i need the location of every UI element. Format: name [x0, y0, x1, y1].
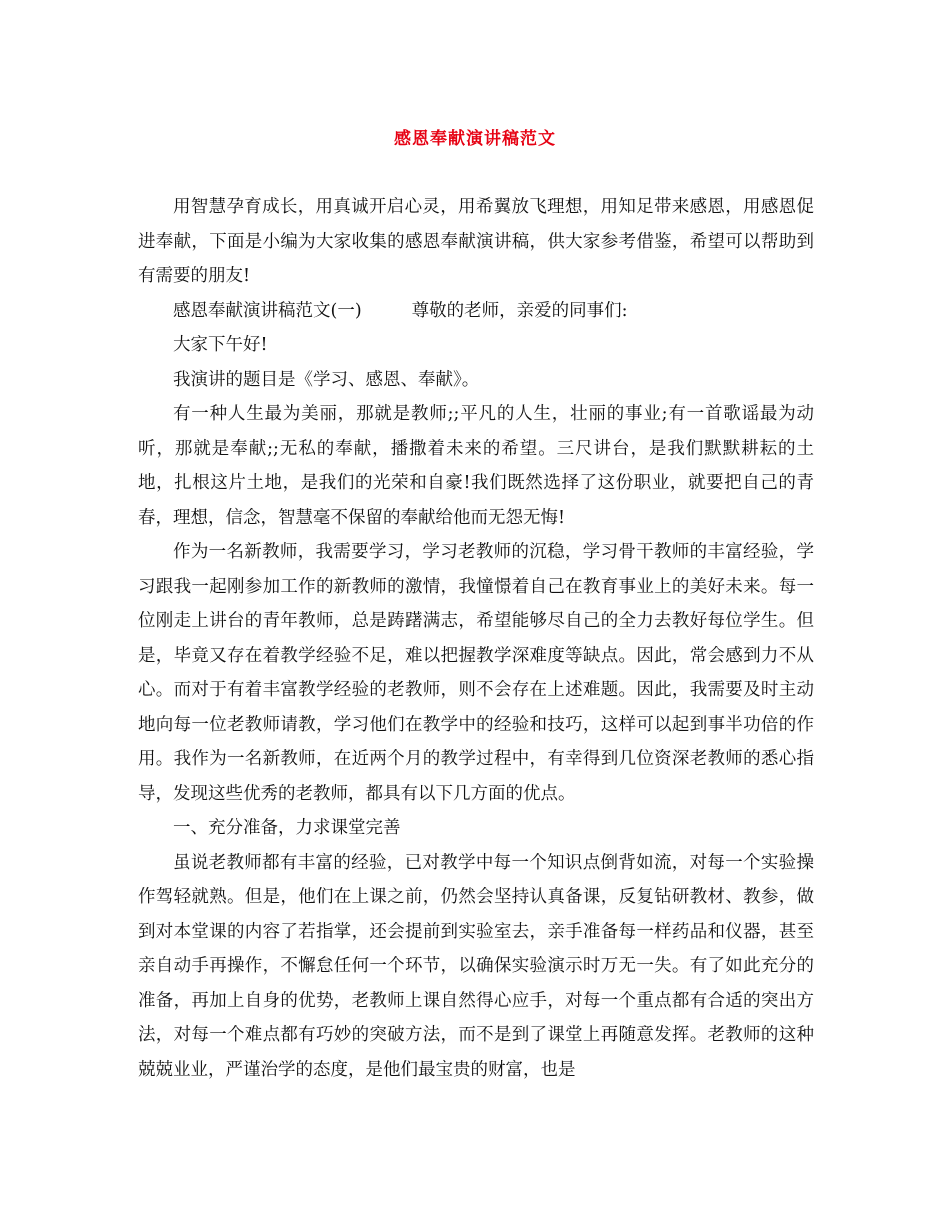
body-paragraph: 有一种人生最为美丽，那就是教师;;平凡的人生，壮丽的事业;有一首歌谣最为动听，那就是奉献;;无私的奉献，播撒着未来的希望。三尺讲台，是我们默默耕耘的土地，扎根这片土地，是我们的光荣和自豪!我们既然选择了这份职业，就要把自己的青春，理想，信念，智慧毫不保留的奉献给他而无怨无悔!	[138, 404, 814, 528]
sample-heading-line	[138, 294, 814, 329]
greeting: 尊敬的老师，亲爱的同事们:	[411, 300, 628, 321]
intro-paragraph: 用智慧孕育成长，用真诚开启心灵，用希翼放飞理想，用知足带来感恩，用感恩促进奉献，下面是小编为大家收集的感恩奉献演讲稿，供大家参考借鉴，希望可以帮助到有需要的朋友!	[138, 197, 814, 286]
topic-paragraph: 我演讲的题目是《学习、感恩、奉献》。	[173, 369, 480, 390]
sample-heading: 感恩奉献演讲稿范文(一)	[173, 300, 362, 321]
section-heading: 一、充分准备，力求课堂完善	[173, 818, 401, 838]
document-body	[138, 190, 814, 1087]
body-paragraph: 作为一名新教师，我需要学习，学习老教师的沉稳，学习骨干教师的丰富经验，学习跟我一起刚参加工作的新教师的激情，我憧憬着自己在教育事业上的美好未来。每一位刚走上讲台的青年教师，总是踌躇满志，希望能够尽自己的全力去教好每位学生。但是，毕竟又存在着教学经验不足，难以把握教学深难度等缺点。因此，常会感到力不从心。而对于有着丰富教学经验的老教师，则不会存在上述难题。因此，我需要及时主动地向每一位老教师请教，学习他们在教学中的经验和技巧，这样可以起到事半功倍的作用。我作为一名新教师，在近两个月的教学过程中，有幸得到几位资深老教师的悉心指导，发现这些优秀的老教师，都具有以下几方面的优点。	[138, 542, 814, 804]
salutation-paragraph: 大家下午好!	[173, 335, 268, 355]
document-title: 感恩奉献演讲稿范文	[394, 129, 556, 149]
body-paragraph: 虽说老教师都有丰富的经验，已对教学中每一个知识点倒背如流，对每一个实验操作驾轻就熟。但是，他们在上课之前，仍然会坚持认真备课，反复钻研教材、教参，做到对本堂课的内容了若指掌，还会提前到实验室去，亲手准备每一样药品和仪器，甚至亲自动手再操作，不懈怠任何一个环节，以确保实验演示时万无一失。有了如此充分的准备，再加上自身的优势，老教师上课自然得心应手，对每一个重点都有合适的突出方法，对每一个难点都有巧妙的突破方法，而不是到了课堂上再随意发挥。老教师的这种兢兢业业，严谨治学的态度，是他们最宝贵的财富，也是	[138, 852, 814, 1080]
